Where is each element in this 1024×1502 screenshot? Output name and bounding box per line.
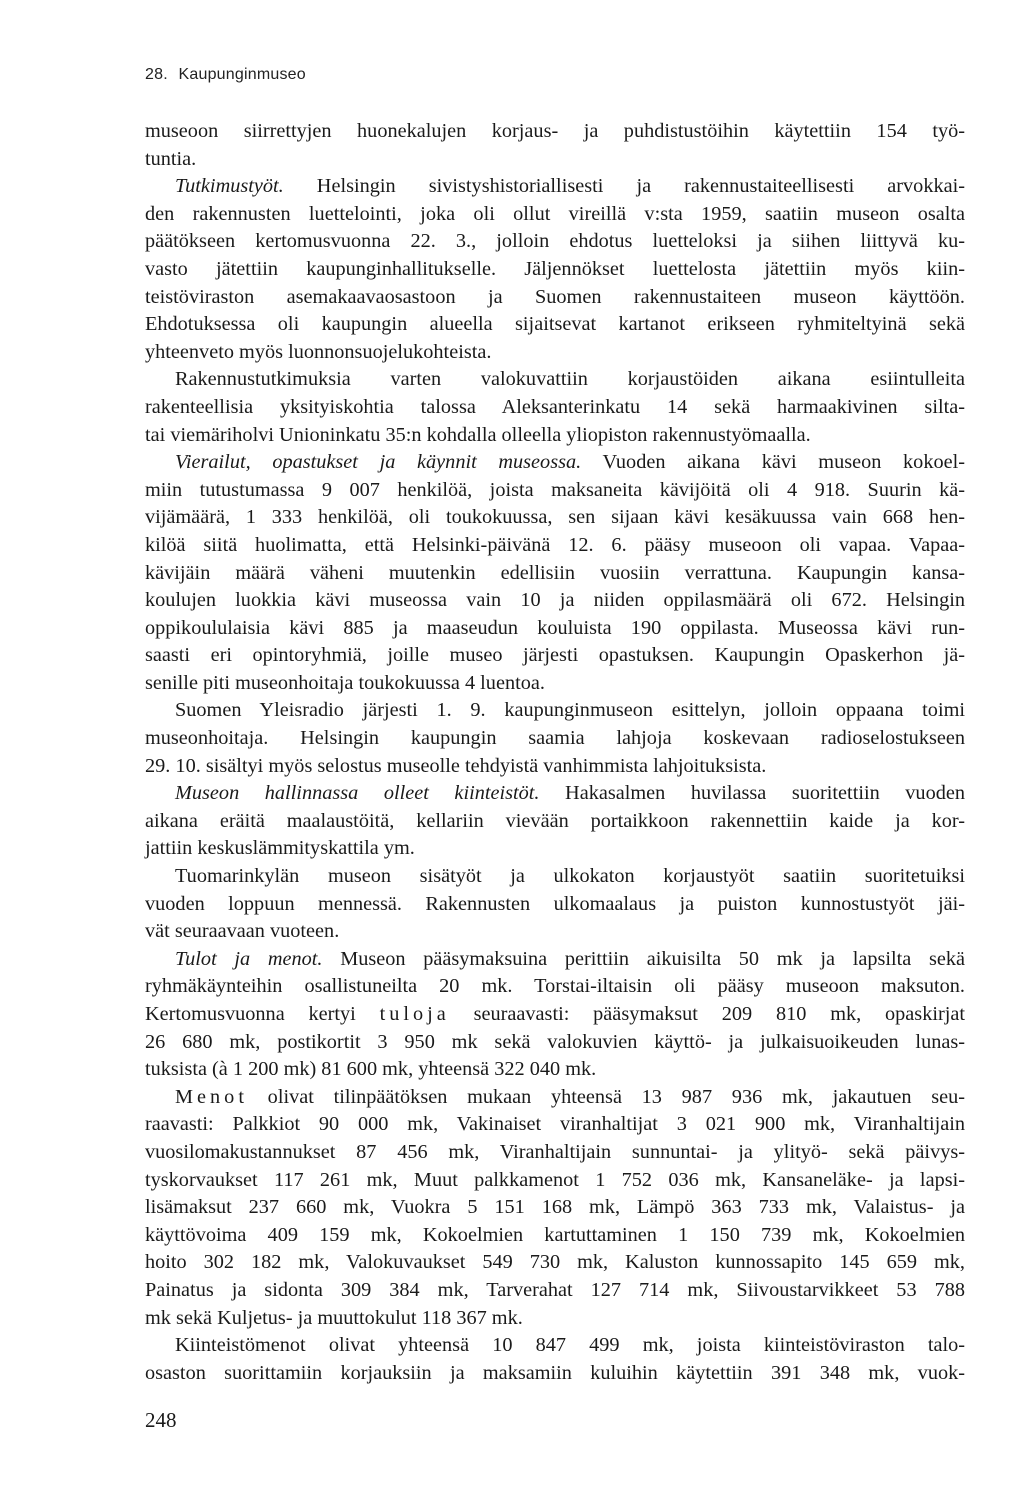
text-line: rakenteellisia yksityiskohtia talossa Aleksanterinkatu 14 sekä harmaakivinen silta- [145, 395, 965, 418]
text-line: tuksista (à 1 200 mk) 81 600 mk, yhteensä 322 040 mk. [145, 1058, 597, 1081]
section-heading: Tutkimustyöt. [175, 175, 284, 198]
text-line: hoito 302 182 mk, Valokuvaukset 549 730 mk, Kaluston kunnossapito 145 659 mk, [145, 1251, 965, 1274]
text-span: Hakasalmen huvilassa suoritettiin vuoden [539, 782, 965, 805]
text-line: vasto jätettiin kaupunginhallitukselle. Jäljennökset luettelosta jätettiin myös kiin- [145, 257, 965, 280]
text-line: vät seuraavaan vuoteen. [145, 920, 340, 943]
text-line: raavasti: Palkkiot 90 000 mk, Vakinaiset viranhaltijat 3 021 900 mk, Viranhaltijain [145, 1113, 965, 1136]
text-line: Kiinteistömenot olivat yhteensä 10 847 499 mk, joista kiinteistöviraston talo- [175, 1334, 965, 1357]
text-line: ryhmäkäynteihin osallistuneilta 20 mk. Torstai-iltaisin oli pääsy museoon maksuton. [145, 975, 965, 998]
text-line [145, 946, 965, 974]
text-line [145, 1084, 965, 1112]
page-number: 248 [145, 1408, 177, 1432]
text-line: Suomen Yleisradio järjesti 1. 9. kaupunginmuseon esittelyn, jolloin oppaana toimi [175, 699, 965, 722]
section-heading: Tulot ja menot. [175, 947, 323, 970]
text-line: kävijäin määrä väheni muutenkin edellisiin vuosiin verrattuna. Kaupungin kansa- [145, 561, 965, 584]
text-line: 29. 10. sisältyi myös selostus museolle tehdyistä vanhimmista lahjoituksista. [145, 754, 767, 777]
text-line: aikana eräitä maalaustöitä, kellariin vievään portaikkoon rakennettiin kaide ja kor- [145, 809, 965, 832]
text-line: tyskorvaukset 117 261 mk, Muut palkkamenot 1 752 036 mk, Kansaneläke- ja lapsi- [145, 1168, 965, 1191]
text-line: vijämäärä, 1 333 henkilöä, oli toukokuussa, sen sijaan kävi kesäkuussa vain 668 hen- [145, 506, 965, 529]
text-line [145, 173, 965, 201]
spaced-term: Menot [175, 1085, 248, 1108]
text-line: museonhoitaja. Helsingin kaupungin saamia lahjoja koskevaan radioselostukseen [145, 727, 965, 750]
text-span: seuraavasti: pääsymaksut 209 810 mk, opaskirjat [449, 1003, 965, 1025]
text-line [145, 1001, 965, 1029]
text-line: tuntia. [145, 147, 197, 170]
text-line: senille piti museonhoitaja toukokuussa 4 luentoa. [145, 671, 545, 694]
text-line: Ehdotuksessa oli kaupungin alueella sijaitsevat kartanot erikseen ryhmiteltyinä sekä [145, 313, 965, 336]
text-line: osaston suorittamiin korjauksiin ja maksamiin kuluihin käytettiin 391 348 mk, vuok- [145, 1361, 965, 1384]
chapter-title: Kaupunginmuseo [178, 66, 306, 83]
body-text [145, 118, 965, 1387]
text-line [145, 449, 965, 477]
text-line: päätökseen kertomusvuonna 22. 3., jolloin ehdotus luetteloksi ja siihen liittyvä ku- [145, 230, 965, 253]
text-line: vuosilomakustannukset 87 456 mk, Viranhaltijain sunnuntai- ja ylityö- sekä päivys- [145, 1140, 965, 1163]
text-line: jattiin keskuslämmityskattila ym. [145, 837, 415, 860]
spaced-term: tuloja [379, 1003, 450, 1025]
section-heading: Museon hallinnassa olleet kiinteistöt. [175, 782, 540, 805]
text-line: lisämaksut 237 660 mk, Vuokra 5 151 168 mk, Lämpö 363 733 mk, Valaistus- ja [145, 1196, 965, 1219]
text-span: Museon pääsymaksuina perittiin aikuisilta 50 mk ja lapsilta sekä [322, 947, 965, 970]
text-span: Kertomusvuonna kertyi [145, 1003, 380, 1025]
text-line: tai viemäriholvi Unioninkatu 35:n kohdalla olleella yliopiston rakennustyömaalla. [145, 423, 811, 446]
text-line: 26 680 mk, postikortit 3 950 mk sekä valokuvien käyttö- ja julkaisuoikeuden lunas- [145, 1030, 965, 1053]
text-line: yhteenveto myös luonnonsuojelukohteista. [145, 340, 492, 363]
text-line: vuoden loppuun mennessä. Rakennusten ulkomaalaus ja puiston kunnostustyöt jäi- [145, 892, 965, 915]
text-line: teistöviraston asemakaavaosastoon ja Suomen rakennustaiteen museon käyttöön. [145, 285, 965, 308]
text-span: Vuoden aikana kävi museon kokoel- [581, 451, 965, 474]
text-line: kilöä siitä huolimatta, että Helsinki-päivänä 12. 6. pääsy museoon oli vapaa. Vapaa- [145, 533, 965, 556]
text-line: Painatus ja sidonta 309 384 mk, Tarverahat 127 714 mk, Siivoustarvikkeet 53 788 [145, 1278, 965, 1301]
text-line: museoon siirrettyjen huonekalujen korjaus- ja puhdistustöihin käytettiin 154 työ- [145, 120, 965, 142]
text-line: den rakennusten luettelointi, joka oli ollut vireillä v:sta 1959, saatiin museon osalta [145, 202, 965, 225]
text-line: Tuomarinkylän museon sisätyöt ja ulkokaton korjaustyöt saatiin suoritetuiksi [175, 865, 965, 888]
text-line: mk sekä Kuljetus- ja muuttokulut 118 367 mk. [145, 1306, 523, 1329]
text-line: saasti eri opintoryhmiä, joille museo järjesti opastuksen. Kaupungin Opaskerhon jä- [145, 644, 965, 667]
text-line: käyttövoima 409 159 mk, Kokoelmien kartuttaminen 1 150 739 mk, Kokoelmien [145, 1223, 965, 1246]
section-heading: Vierailut, opastukset ja käynnit museossa. [175, 451, 582, 474]
text-line: koulujen luokkia kävi museossa vain 10 ja niiden oppilasmäärä oli 672. Helsingin [145, 589, 965, 612]
text-line: oppikoululaisia kävi 885 ja maaseudun kouluista 190 oppilasta. Museossa kävi run- [145, 616, 965, 639]
text-span: olivat tilinpäätöksen mukaan yhteensä 13 987 936 mk, jakautuen seu- [247, 1085, 965, 1108]
text-line: Rakennustutkimuksia varten valokuvattiin korjaustöiden aikana esiintulleita [175, 368, 965, 391]
text-span: Helsingin sivistyshistoriallisesti ja rakennustaiteellisesti arvokkai- [283, 175, 965, 198]
text-line [145, 780, 965, 808]
text-line: miin tutustumassa 9 007 henkilöä, joista maksaneita kävijöitä oli 4 918. Suurin kä- [145, 478, 965, 501]
chapter-number: 28. [145, 66, 168, 83]
running-head [145, 66, 306, 84]
